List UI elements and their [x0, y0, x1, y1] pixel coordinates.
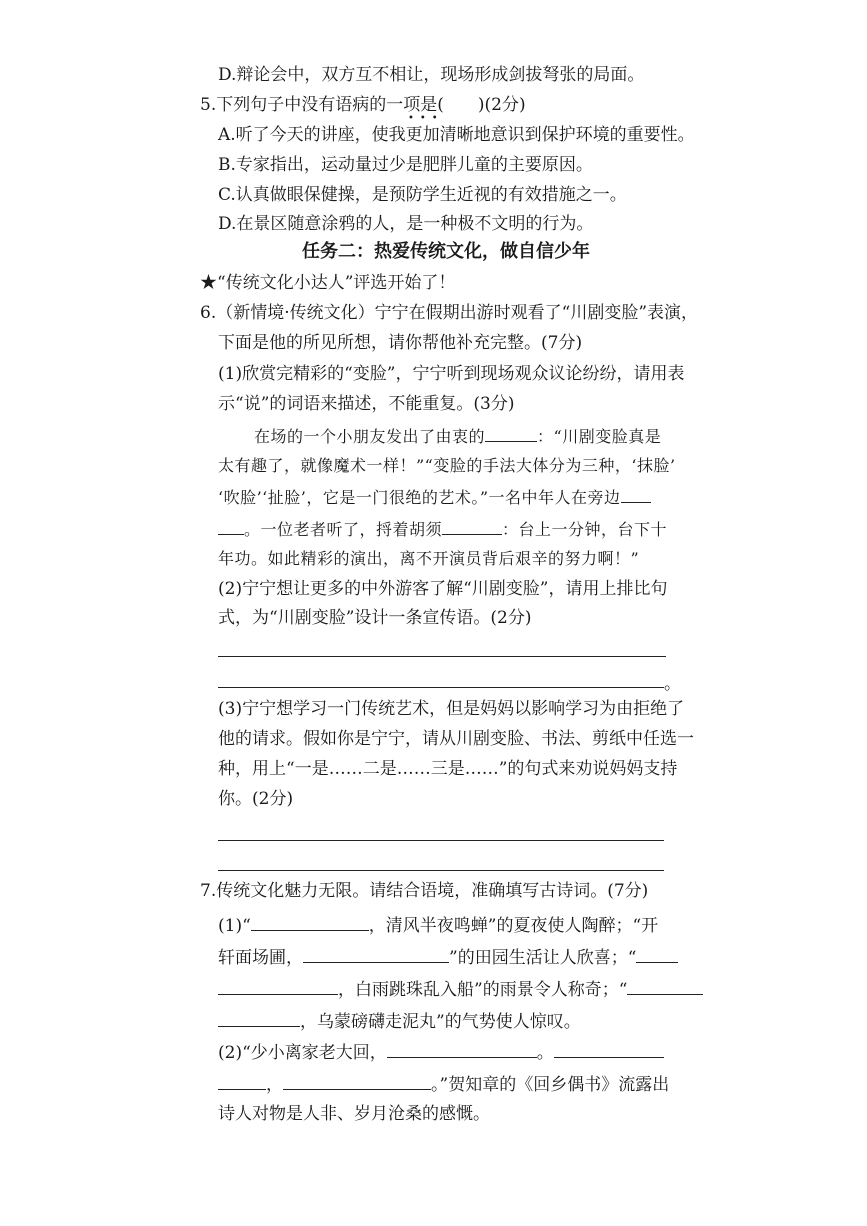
- period-mark: 。: [664, 674, 681, 694]
- poem-blank-7[interactable]: [283, 1073, 431, 1090]
- poem-blank-6b[interactable]: [218, 1073, 266, 1090]
- passage-line1: [254, 425, 661, 448]
- poem-blank-3a[interactable]: [636, 946, 678, 963]
- q7-text: (2)“少小离家老大回，: [218, 1043, 387, 1063]
- blank-2a[interactable]: [621, 486, 651, 503]
- q7-text: 。”贺知章的《回乡偶书》流露出: [431, 1075, 670, 1095]
- passage-line5: 年功。如此精彩的演出，离不开演员背后艰辛的努力啊！”: [218, 549, 640, 568]
- passage-line2: 太有趣了，就像魔术一样！”“变脸的手法大体分为三种，‘抹脸’: [218, 456, 676, 475]
- emphasis-dots: •••: [408, 113, 444, 124]
- blank-3[interactable]: [442, 518, 502, 535]
- poem-blank-5[interactable]: [387, 1041, 537, 1058]
- blank-1[interactable]: [485, 425, 537, 442]
- answer-line-part2-1[interactable]: [218, 656, 666, 657]
- poem-blank-2[interactable]: [303, 946, 449, 963]
- q5-option-a: A.听了今天的讲座，使我更加清晰地意识到保护环境的重要性。: [218, 125, 695, 145]
- q5-stem-after: 语病的一项是(: [335, 95, 444, 115]
- poem-blank-4b[interactable]: [218, 1010, 300, 1027]
- q6-part3-line2: 他的请求。假如你是宁宁，请从川剧变脸、书法、剪纸中任选一: [218, 729, 694, 749]
- q7-text: (1)“: [218, 916, 251, 936]
- answer-line-part2-2[interactable]: [218, 687, 664, 688]
- q7-text: ，白雨跳珠乱入船”的雨景令人称奇；“: [338, 980, 628, 1000]
- q5-stem: [200, 94, 526, 116]
- answer-line-part3-2[interactable]: [218, 870, 664, 871]
- star-line: ★“传统文化小达人”评选开始了！: [200, 273, 456, 293]
- q5-option-b: B.专家指出，运动量过少是肥胖儿童的主要原因。: [218, 155, 593, 175]
- q5-stem-end: )(2分): [477, 95, 526, 115]
- passage-text: ：“川剧变脸真是: [537, 427, 662, 446]
- passage-text: 在场的一个小朋友发出了由衷的: [254, 427, 486, 446]
- q6-part1-line1: (1)欣赏完精彩的“变脸”，宁宁听到现场观众议论纷纷，请用表: [218, 364, 685, 384]
- q7-text: ”的田园生活让人欣喜；“: [449, 948, 637, 968]
- q7-part1-line2: [218, 946, 678, 969]
- poem-blank-1[interactable]: [251, 914, 369, 931]
- q7-line1: 7.传统文化魅力无限。请结合语境，准确填写古诗词。(7分): [200, 881, 649, 901]
- q6-part2-line2: 式，为“川剧变脸”设计一条宣传语。(2分): [218, 608, 532, 628]
- q6-part3-line3: 种，用上“一是……二是……三是……”的句式来劝说妈妈支持: [218, 759, 678, 779]
- passage-text: ：台上一分钟，台下十: [502, 520, 668, 539]
- q6-part1-line2: 示“说”的词语来描述，不能重复。(3分): [218, 394, 515, 414]
- answer-line-part3-1[interactable]: [218, 840, 664, 841]
- task2-title: 任务二：热爱传统文化，做自信少年: [302, 241, 590, 262]
- q7-text: ，: [266, 1075, 283, 1095]
- blank-2b[interactable]: [218, 518, 244, 535]
- poem-blank-3b[interactable]: [218, 978, 338, 995]
- q5-option-d: D.在景区随意涂鸦的人，是一种极不文明的行为。: [218, 214, 594, 234]
- q7-part1-line1: [218, 914, 658, 937]
- poem-blank-4a[interactable]: [627, 978, 703, 995]
- q7-part1-line4: [218, 1010, 581, 1033]
- q7-part1-line3: [218, 978, 703, 1001]
- q5-stem-emphasis: 没有: [301, 95, 336, 115]
- passage-line4: [218, 518, 667, 541]
- poem-blank-6a[interactable]: [554, 1041, 664, 1058]
- q6-part3-line4: 你。(2分): [218, 789, 294, 809]
- passage-line3: [218, 486, 651, 509]
- passage-text: 。一位老者听了，捋着胡须: [244, 520, 443, 539]
- q7-part2-line3: 诗人对物是人非、岁月沧桑的感慨。: [218, 1104, 490, 1124]
- q7-text: ，清风半夜鸣蝉”的夏夜使人陶醉；“开: [368, 916, 659, 936]
- q7-part2-line1: [218, 1041, 664, 1064]
- q7-text: 。: [536, 1043, 554, 1063]
- q6-part3-line1: (3)宁宁想学习一门传统艺术，但是妈妈以影响学习为由拒绝了: [218, 699, 685, 719]
- q5-stem-before: 5.下列句子中: [200, 95, 302, 115]
- q6-line2: 下面是他的所见所想，请你帮他补充完整。(7分): [218, 333, 583, 353]
- q7-text: ，乌蒙磅礴走泥丸”的气势使人惊叹。: [300, 1012, 581, 1032]
- q7-part2-line2: [218, 1073, 669, 1096]
- passage-text: ‘吹脸’‘扯脸’，它是一门很绝的艺术。”一名中年人在旁边: [218, 488, 621, 507]
- q7-text: 轩面场圃，: [218, 948, 303, 968]
- q6-line1: 6.（新情境·传统文化）宁宁在假期出游时观看了“川剧变脸”表演，: [200, 303, 699, 323]
- q6-part2-line1: (2)宁宁想让更多的中外游客了解“川剧变脸”，请用上排比句: [218, 579, 668, 599]
- q4-option-d: D.辩论会中，双方互不相让，现场形成剑拔弩张的局面。: [218, 65, 645, 85]
- q5-option-c: C.认真做眼保健操，是预防学生近视的有效措施之一。: [218, 185, 627, 205]
